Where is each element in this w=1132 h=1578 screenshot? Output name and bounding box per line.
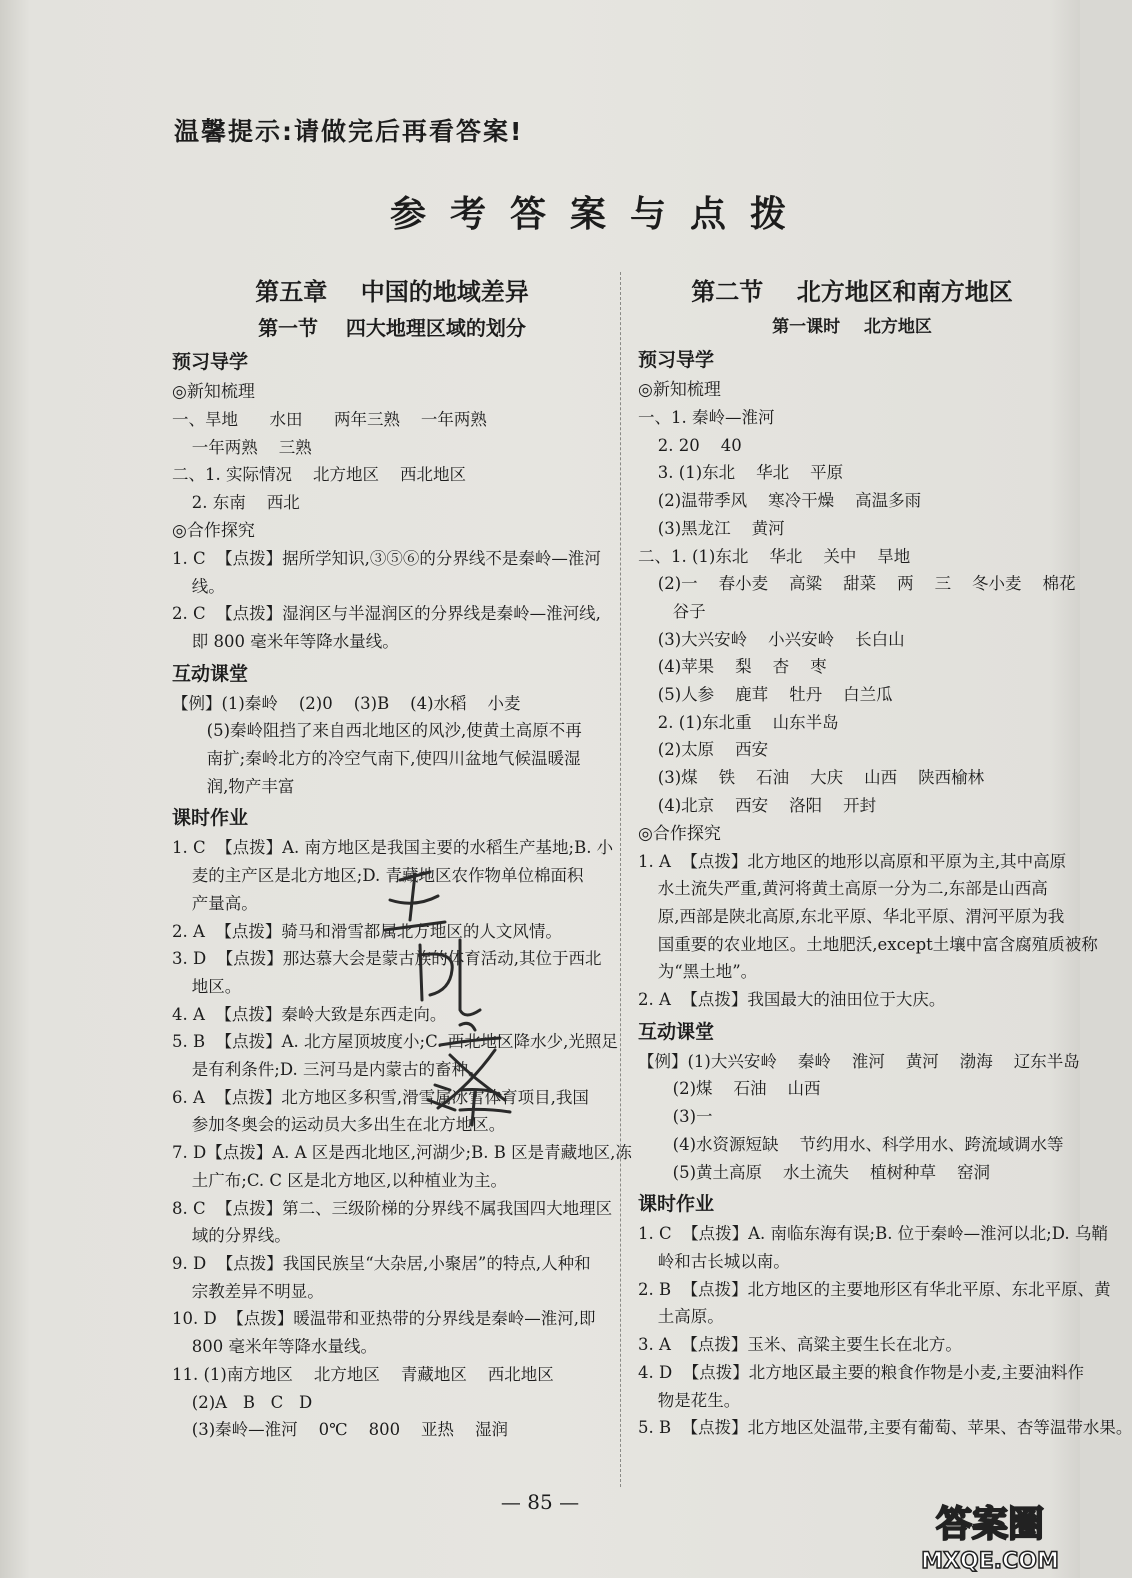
answer-line: 为“黑土地”。 [657, 962, 758, 982]
sub-heading: ◎新知梳理 [638, 380, 721, 400]
answer-line: (2)A B C D [191, 1392, 313, 1412]
sub-heading: ◎合作探究 [172, 520, 255, 541]
answer-line: 4. D 【点拨】北方地区最主要的粮食作物是小麦,主要油料作 [638, 1362, 1084, 1382]
answer-line: (5)秦岭阻挡了来自西北地区的风沙,使黄土高原不再 [206, 721, 582, 741]
answer-line: 6. A 【点拨】北方地区多积雪,滑雪属冰雪体育项目,我国 [172, 1087, 589, 1107]
answer-line: 7. D【点拨】A. A 区是西北地区,河湖少;B. B 区是青藏地区,冻 [172, 1143, 632, 1163]
answer-line: (4)苹果 梨 杏 枣 [657, 657, 827, 677]
column-divider [620, 272, 621, 1487]
answer-line: 10. D 【点拨】暖温带和亚热带的分界线是秦岭—淮河,即 [172, 1309, 596, 1329]
left-content [172, 346, 632, 1444]
answer-line: 一年两熟 三熟 [191, 437, 312, 457]
answer-line: 土高原。 [657, 1307, 724, 1327]
watermark-logo-text: 答案圈 [935, 1504, 1045, 1545]
answer-line: 11. (1)南方地区 北方地区 青藏地区 西北地区 [172, 1364, 554, 1384]
answer-line: 岭和古长城以南。 [657, 1251, 790, 1271]
answer-line: 8. C 【点拨】第二、三级阶梯的分界线不属我国四大地理区 [172, 1198, 613, 1218]
answer-line: 谷子 [672, 601, 706, 621]
answer-line: 一、1. 秦岭—淮河 [638, 408, 775, 427]
answer-line: 2. A 【点拨】我国最大的油田位于大庆。 [638, 990, 946, 1010]
section-heading: 第一节 四大地理区域的划分 [258, 316, 526, 340]
answer-line: 9. D 【点拨】我国民族呈“大杂居,小聚居”的特点,人种和 [172, 1253, 591, 1273]
left-column [172, 272, 632, 1444]
answer-line: 土广布;C. C 区是北方地区,以种植业为主。 [191, 1170, 507, 1190]
reminder-tip: 温馨提示:请做完后再看答案! [174, 117, 524, 146]
answer-line: 2. (1)东北重 山东半岛 [657, 712, 839, 732]
answer-line: 线。 [191, 576, 225, 596]
answer-line: 【例】(1)大兴安岭 秦岭 淮河 黄河 渤海 辽东半岛 [638, 1051, 1080, 1071]
answer-line: 水土流失严重,黄河将黄土高原一分为二,东部是山西高 [657, 879, 1048, 899]
chapter-heading: 第五章 中国的地域差异 [255, 278, 529, 306]
answer-line: (3)一 [672, 1107, 713, 1127]
answer-line: 3. (1)东北 华北 平原 [657, 463, 844, 483]
answer-line: (3)煤 铁 石油 大庆 山西 陕西榆林 [657, 768, 985, 788]
answer-line: 2. B 【点拨】北方地区的主要地形区有华北平原、东北平原、黄 [638, 1279, 1111, 1299]
answer-line: 南扩;秦岭北方的冷空气南下,使四川盆地气候温暖湿 [206, 749, 581, 769]
part-heading: 课时作业 [172, 807, 249, 830]
answer-line: 2. 20 40 [657, 435, 742, 455]
answer-line: 1. C 【点拨】A. 南临东海有误;B. 位于秦岭—淮河以北;D. 乌鞘 [638, 1224, 1108, 1244]
answer-line: 1. C 【点拨】A. 南方地区是我国主要的水稻生产基地;B. 小 [172, 838, 614, 858]
page-number: — 85 — [500, 1490, 580, 1514]
answer-line: (3)秦岭—淮河 0℃ 800 亚热 湿润 [191, 1420, 509, 1440]
answer-line: (5)黄土高原 水土流失 植树种草 窑洞 [672, 1162, 990, 1182]
answer-line: 3. D 【点拨】那达慕大会是蒙古族的体育活动,其位于西北 [172, 949, 602, 969]
answer-line: (3)大兴安岭 小兴安岭 长白山 [657, 629, 905, 649]
answer-line: (4)水资源短缺 节约用水、科学用水、跨流域调水等 [672, 1134, 1064, 1154]
part-heading: 互动课堂 [172, 662, 249, 685]
watermark-logo [895, 1496, 1077, 1576]
part-heading: 预习导学 [638, 349, 715, 371]
sub-heading: ◎新知梳理 [172, 382, 255, 402]
answer-line: 5. B 【点拨】A. 北方屋顶坡度小;C. 西北地区降水少,光照足 [172, 1032, 618, 1052]
answer-line: (3)黑龙江 黄河 [657, 518, 785, 538]
part-heading: 课时作业 [638, 1193, 715, 1216]
answer-line: 2. 东南 西北 [191, 493, 300, 513]
answer-line: (5)人参 鹿茸 牡丹 白兰瓜 [657, 685, 893, 705]
answer-line: 域的分界线。 [191, 1226, 291, 1246]
answer-line: 地区。 [191, 976, 242, 996]
answer-line: 5. B 【点拨】北方地区处温带,主要有葡萄、苹果、杏等温带水果。 [638, 1418, 1132, 1438]
answer-line: 2. C 【点拨】湿润区与半湿润区的分界线是秦岭—淮河线, [172, 604, 601, 624]
answer-line: 是有利条件;D. 三河马是内蒙古的畜种。 [191, 1060, 485, 1080]
answer-line: 一、旱地 水田 两年三熟 一年两熟 [172, 410, 487, 429]
answer-line: 即 800 毫米年等降水量线。 [191, 631, 399, 651]
part-heading: 互动课堂 [638, 1020, 715, 1043]
answer-line: 1. C 【点拨】据所学知识,③⑤⑥的分界线不是秦岭—淮河 [172, 548, 601, 568]
answer-line: 原,西部是陕北高原,东北平原、华北平原、渭河平原为我 [657, 906, 1065, 926]
answer-line: (4)北京 西安 洛阳 开封 [657, 795, 877, 815]
lesson-heading: 第一课时 北方地区 [772, 317, 932, 337]
answer-line: 3. A 【点拨】玉米、高粱主要生长在北方。 [638, 1335, 962, 1355]
answer-line: 宗教差异不明显。 [191, 1281, 324, 1301]
part-heading: 预习导学 [172, 351, 249, 373]
answer-line: (2)煤 石油 山西 [672, 1079, 821, 1099]
answer-line: 物是花生。 [657, 1390, 741, 1410]
answer-line: 产量高。 [191, 893, 258, 913]
answer-line: 润,物产丰富 [206, 776, 295, 796]
section-heading: 第二节 北方地区和南方地区 [691, 278, 1013, 306]
answer-line: (2)一 春小麦 高粱 甜菜 两 三 冬小麦 棉花 [657, 574, 1076, 594]
watermark-domain: MXQE.COM [921, 1549, 1059, 1574]
answer-line: 4. A 【点拨】秦岭大致是东西走向。 [172, 1004, 447, 1024]
answer-line: (2)温带季风 寒冷干燥 高温多雨 [657, 491, 922, 511]
answer-line: 1. A 【点拨】北方地区的地形以高原和平原为主,其中高原 [638, 851, 1067, 871]
answer-line: 800 毫米年等降水量线。 [191, 1337, 378, 1357]
answer-line: 2. A 【点拨】骑马和滑雪都属北方地区的人文风情。 [172, 921, 562, 941]
right-content [638, 344, 1132, 1442]
page-title: 参考答案与点拨 [389, 194, 810, 235]
answer-line: (2)太原 西安 [657, 740, 769, 760]
answer-line: 【例】(1)秦岭 (2)0 (3)B (4)水稻 小麦 [172, 693, 521, 713]
right-column [638, 272, 1132, 1442]
answer-line: 国重要的农业地区。土地肥沃,except土壤中富含腐殖质被称 [657, 934, 1098, 954]
answer-line: 二、1. (1)东北 华北 关中 旱地 [638, 546, 911, 566]
answer-line: 参加冬奥会的运动员大多出生在北方地区。 [191, 1115, 506, 1135]
answer-line: 二、1. 实际情况 北方地区 西北地区 [172, 465, 466, 485]
answer-line: 麦的主产区是北方地区;D. 青藏地区农作物单位棉面积 [191, 866, 584, 886]
sub-heading: ◎合作探究 [638, 823, 721, 844]
